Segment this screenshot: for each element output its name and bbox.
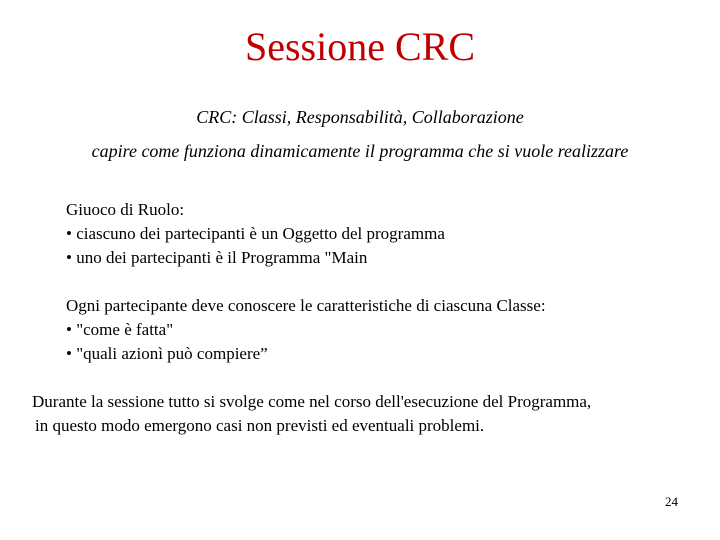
roles-bullet: • ciascuno dei partecipanti è un Oggetto del programma bbox=[66, 224, 445, 243]
session-line: Durante la sessione tutto si svolge come nel corso dell'esecuzione del Programma, bbox=[32, 392, 592, 411]
slide-title: Sessione CRC bbox=[244, 24, 476, 69]
session-block bbox=[32, 390, 591, 438]
knowledge-heading: Ogni partecipante deve conoscere le caratteristiche di ciascuna Classe: bbox=[66, 296, 546, 315]
knowledge-block bbox=[66, 294, 546, 366]
knowledge-bullet: • "quali azionì può compiere” bbox=[66, 344, 268, 363]
roles-heading: Giuoco di Ruolo: bbox=[66, 200, 185, 219]
subtitle-crc-definition: CRC: Classi, Responsabilità, Collaborazione bbox=[196, 107, 524, 127]
knowledge-bullet: • "come è fatta" bbox=[66, 320, 174, 339]
page-number: 24 bbox=[665, 494, 678, 509]
roles-block bbox=[66, 198, 445, 270]
roles-bullet: • uno dei partecipanti è il Programma "Main bbox=[66, 248, 368, 267]
session-line: in questo modo emergono casi non previsti ed eventuali problemi. bbox=[35, 416, 485, 435]
subtitle-purpose: capire come funziona dinamicamente il programma che si vuole realizzare bbox=[91, 141, 629, 161]
